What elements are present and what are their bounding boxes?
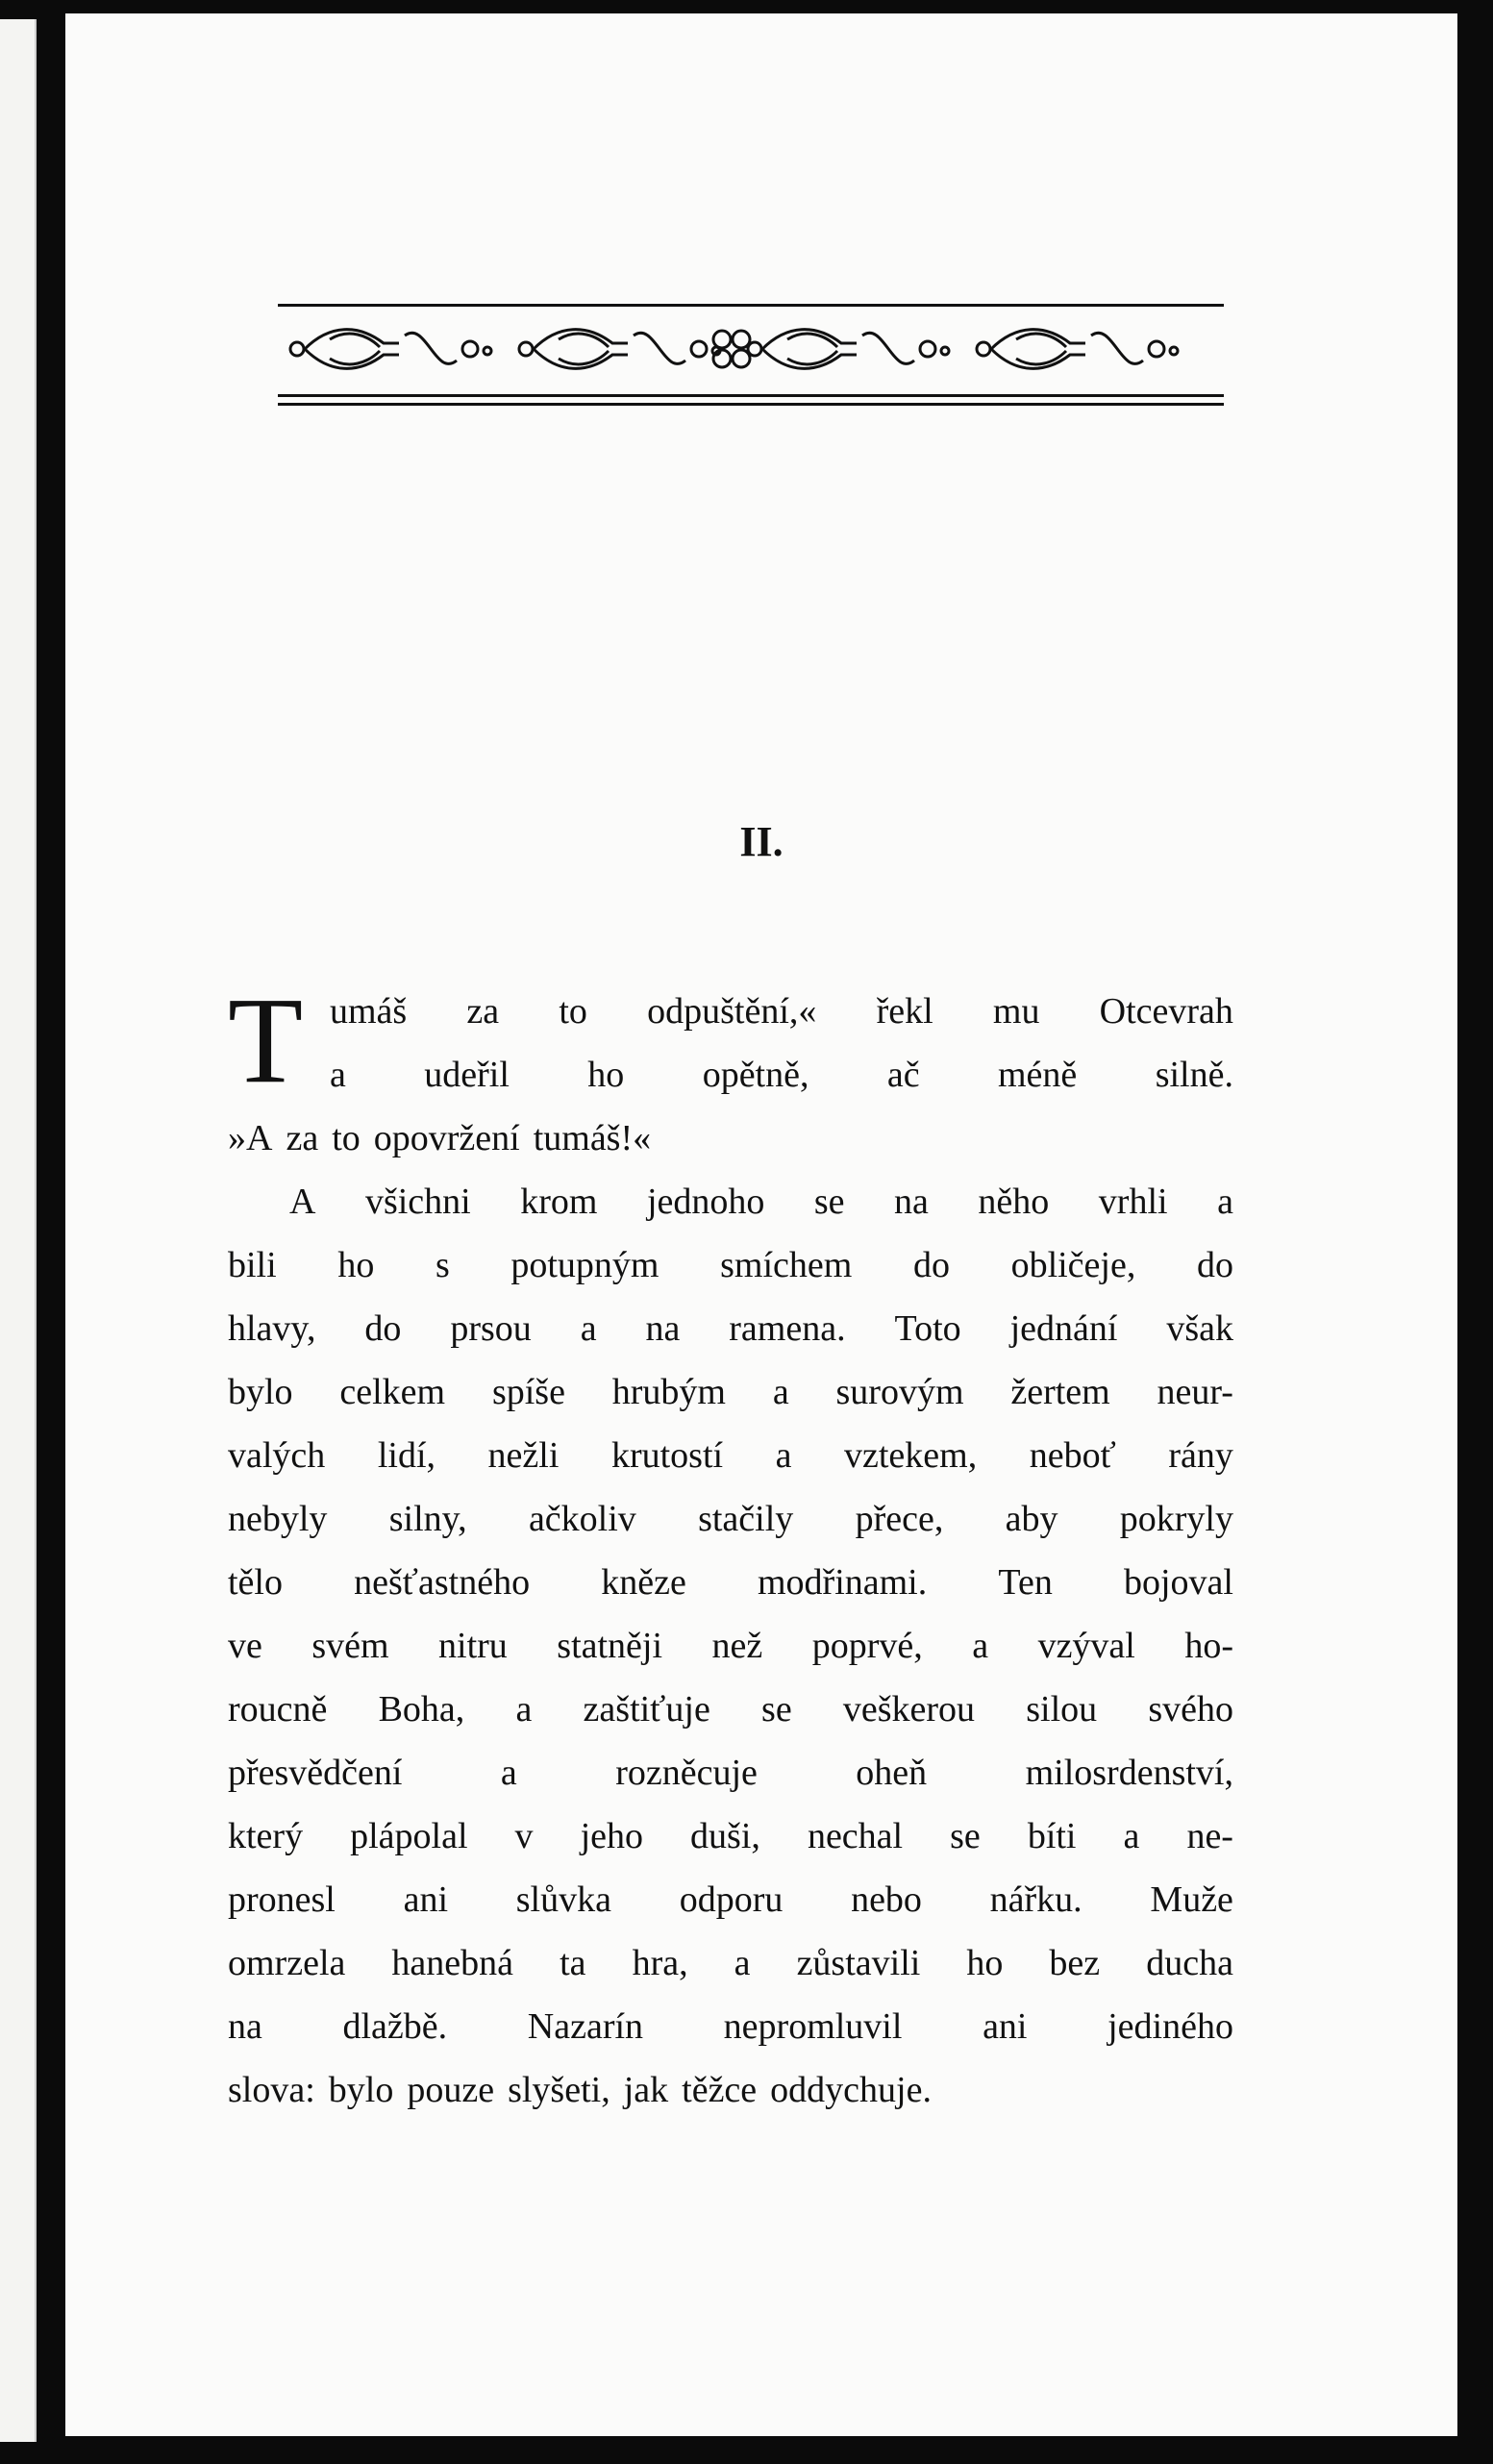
word: Otcevrah xyxy=(1099,991,1233,1032)
word: za xyxy=(466,991,500,1032)
word: ducha xyxy=(1146,1943,1233,1983)
word: přesvědčení xyxy=(228,1753,403,1793)
word: krom xyxy=(520,1182,598,1222)
word: silou xyxy=(1026,1689,1098,1730)
text-line xyxy=(228,1804,1233,1868)
text-line xyxy=(228,2058,1233,2122)
word: veškerou xyxy=(842,1689,976,1730)
word: nebo xyxy=(851,1879,922,1920)
word: neboť xyxy=(1029,1435,1116,1476)
word: to xyxy=(332,1118,361,1158)
word: a xyxy=(1217,1182,1233,1222)
word: rozněcuje xyxy=(615,1753,758,1793)
word: do xyxy=(912,1245,950,1285)
word: a xyxy=(734,1943,751,1983)
word: hra, xyxy=(632,1943,688,1983)
word: a xyxy=(515,1689,533,1730)
word: ani xyxy=(403,1879,449,1920)
word: neur- xyxy=(1157,1372,1233,1412)
text-line xyxy=(228,1424,1233,1487)
word: lidí, xyxy=(377,1435,436,1476)
word: těžce xyxy=(682,2070,758,2110)
word: poprvé, xyxy=(811,1626,923,1666)
book-page xyxy=(65,13,1457,2436)
word: roucně xyxy=(228,1689,328,1730)
word: slůvka xyxy=(515,1879,611,1920)
text-line xyxy=(228,1360,1233,1424)
word: než xyxy=(711,1626,763,1666)
word: svém xyxy=(311,1626,389,1666)
word: s xyxy=(435,1245,450,1285)
word: nepromluvil xyxy=(723,2006,903,2047)
word: zůstavili xyxy=(796,1943,921,1983)
word: surovým xyxy=(835,1372,964,1412)
text-line xyxy=(228,980,1233,1043)
word: svého xyxy=(1148,1689,1233,1730)
word: jediného xyxy=(1107,2006,1233,2047)
word: nešťastného xyxy=(354,1562,531,1603)
word: potupným xyxy=(510,1245,659,1285)
word: umáš xyxy=(330,991,408,1032)
word: v xyxy=(514,1816,534,1856)
word: ani xyxy=(983,2006,1028,2047)
word: plápolal xyxy=(350,1816,468,1856)
text-line xyxy=(228,1297,1233,1360)
text-line xyxy=(228,1868,1233,1931)
word: přece, xyxy=(855,1499,944,1539)
word: smíchem xyxy=(720,1245,853,1285)
word: Boha, xyxy=(378,1689,465,1730)
word: slova: xyxy=(228,2070,315,2110)
word: ve xyxy=(228,1626,262,1666)
word: to xyxy=(559,991,587,1032)
word: něho xyxy=(978,1182,1050,1222)
word: duši, xyxy=(690,1816,760,1856)
word: hanebná xyxy=(391,1943,514,1983)
ornament-motif xyxy=(290,330,491,369)
word: kněze xyxy=(601,1562,686,1603)
word: a xyxy=(330,1055,346,1095)
word: oddychuje. xyxy=(770,2070,932,2110)
word: ho xyxy=(337,1245,375,1285)
word: nechal xyxy=(807,1816,904,1856)
word: »A xyxy=(228,1118,273,1158)
word: bez xyxy=(1049,1943,1101,1983)
word: řekl xyxy=(876,991,933,1032)
word: bylo xyxy=(228,1372,293,1412)
word: na xyxy=(228,2006,262,2047)
adjacent-page-edge xyxy=(0,19,37,2442)
word: silny, xyxy=(388,1499,467,1539)
word: a xyxy=(972,1626,989,1666)
word: udeřil xyxy=(424,1055,510,1095)
word: pronesl xyxy=(228,1879,336,1920)
word: ne- xyxy=(1186,1816,1233,1856)
word: méně xyxy=(998,1055,1078,1095)
word: na xyxy=(645,1308,681,1349)
word: pouze xyxy=(407,2070,495,2110)
body-text xyxy=(228,972,1233,2122)
ornamental-header-border xyxy=(278,304,1224,410)
word: krutostí xyxy=(610,1435,724,1476)
word: ho xyxy=(587,1055,625,1095)
ornament-motif xyxy=(748,330,949,369)
text-line xyxy=(228,1170,1233,1233)
word: nebyly xyxy=(228,1499,328,1539)
word: Muže xyxy=(1150,1879,1233,1920)
word: a xyxy=(1123,1816,1140,1856)
word: stačily xyxy=(698,1499,794,1539)
word: jednání xyxy=(1009,1308,1118,1349)
word: zaštiťuje xyxy=(583,1689,710,1730)
word: bojoval xyxy=(1123,1562,1233,1603)
text-line xyxy=(228,1487,1233,1551)
text-line xyxy=(228,1614,1233,1678)
word: ramena. xyxy=(729,1308,846,1349)
word: modřinami. xyxy=(757,1562,928,1603)
word: se xyxy=(761,1689,792,1730)
word: a xyxy=(580,1308,597,1349)
word: a xyxy=(775,1435,792,1476)
word: opovržení xyxy=(373,1118,520,1158)
word: Ten xyxy=(998,1562,1053,1603)
word: a xyxy=(500,1753,517,1793)
word: se xyxy=(950,1816,981,1856)
word: vrhli xyxy=(1098,1182,1168,1222)
word: silně. xyxy=(1155,1055,1233,1095)
word: ho- xyxy=(1184,1626,1233,1666)
word: celkem xyxy=(339,1372,446,1412)
word: bíti xyxy=(1027,1816,1077,1856)
word: A xyxy=(289,1182,316,1222)
word: dlažbě. xyxy=(342,2006,448,2047)
word: na xyxy=(894,1182,929,1222)
word: statněji xyxy=(557,1626,663,1666)
word: valých xyxy=(228,1435,326,1476)
text-line xyxy=(228,1043,1233,1107)
word: za xyxy=(286,1118,319,1158)
word: žertem xyxy=(1010,1372,1110,1412)
word: slyšeti, xyxy=(508,2070,610,2110)
word: jak xyxy=(623,2070,669,2110)
opening-paragraph xyxy=(228,972,1233,1108)
text-line xyxy=(228,1741,1233,1804)
word: odpuštění,« xyxy=(647,991,817,1032)
word: omrzela xyxy=(228,1943,346,1983)
chapter-number: II. xyxy=(739,818,784,865)
drop-cap-letter: T xyxy=(228,972,304,1108)
word: ho xyxy=(966,1943,1004,1983)
word: prsou xyxy=(450,1308,532,1349)
word: tělo xyxy=(228,1562,283,1603)
text-line xyxy=(228,1551,1233,1614)
word: se xyxy=(813,1182,845,1222)
word: hlavy, xyxy=(228,1308,316,1349)
word: však xyxy=(1166,1308,1233,1349)
word: oheň xyxy=(856,1753,928,1793)
word: bylo xyxy=(328,2070,394,2110)
word: nitru xyxy=(438,1626,508,1666)
word: ačkoliv xyxy=(528,1499,636,1539)
word: jeho xyxy=(580,1816,644,1856)
word: nářku. xyxy=(989,1879,1082,1920)
word: vzýval xyxy=(1037,1626,1135,1666)
word: milosrdenství, xyxy=(1025,1753,1233,1793)
word: a xyxy=(772,1372,789,1412)
word: hrubým xyxy=(611,1372,726,1412)
word: všichni xyxy=(364,1182,471,1222)
word: jednoho xyxy=(646,1182,765,1222)
word: bili xyxy=(228,1245,277,1285)
word: Nazarín xyxy=(527,2006,644,2047)
word: pokryly xyxy=(1119,1499,1233,1539)
text-line xyxy=(228,1107,1233,1170)
word: obličeje, xyxy=(1010,1245,1136,1285)
word: rány xyxy=(1168,1435,1233,1476)
word: vztekem, xyxy=(844,1435,978,1476)
word: nežli xyxy=(487,1435,560,1476)
ornament-motif xyxy=(519,330,720,369)
text-line xyxy=(228,1233,1233,1297)
word: opětně, xyxy=(702,1055,809,1095)
text-line xyxy=(228,1995,1233,2058)
word: ta xyxy=(560,1943,586,1983)
word: tumáš!« xyxy=(533,1118,652,1158)
word: spíše xyxy=(491,1372,565,1412)
word: ač xyxy=(886,1055,920,1095)
text-line xyxy=(228,1678,1233,1741)
text-line xyxy=(228,1931,1233,1995)
word: aby xyxy=(1005,1499,1058,1539)
word: Toto xyxy=(894,1308,961,1349)
word: který xyxy=(228,1816,304,1856)
ornament-motif xyxy=(977,330,1178,369)
word: do xyxy=(1196,1245,1233,1285)
word: mu xyxy=(992,991,1040,1032)
word: odporu xyxy=(679,1879,784,1920)
word: do xyxy=(364,1308,402,1349)
